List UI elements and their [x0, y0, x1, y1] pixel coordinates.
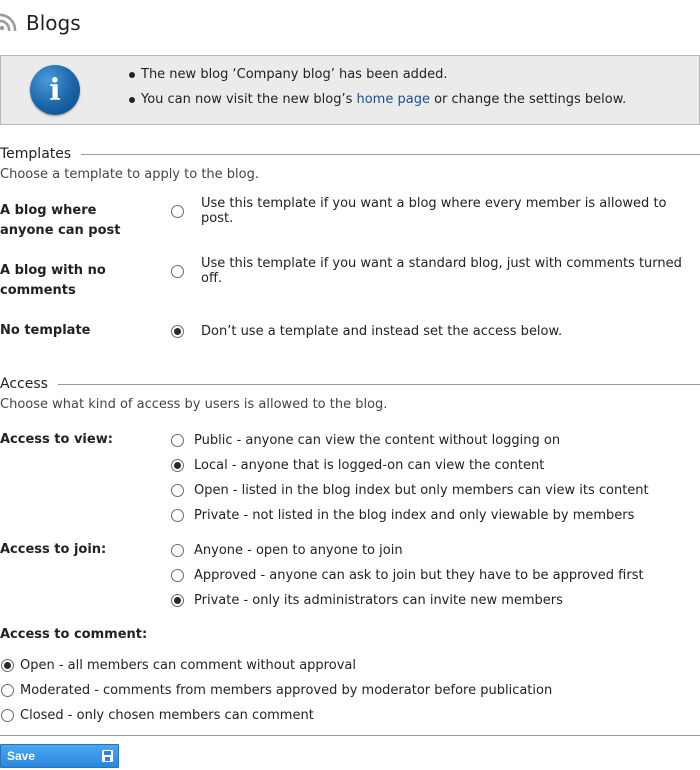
template-radio[interactable] [171, 205, 184, 218]
page-header [0, 8, 81, 38]
notification-box [0, 55, 700, 125]
template-radio[interactable] [171, 325, 184, 338]
floppy-disk-icon [102, 750, 113, 762]
access-join-label: Access to join: [0, 542, 107, 557]
view-radio[interactable] [171, 484, 184, 497]
comment-option-closed[interactable] [1, 705, 314, 725]
view-radio[interactable] [171, 509, 184, 522]
message-text: The new blog ‘Company blog’ has been added. [141, 67, 448, 82]
templates-description: Choose a template to apply to the blog. [0, 167, 259, 182]
template-option-no-template[interactable] [171, 321, 562, 341]
option-text: Open - listed in the blog index but only members can view its content [194, 482, 649, 498]
option-text: Use this template if you want a standard blog, just with comments turned off. [201, 256, 682, 286]
option-text: Don’t use a template and instead set the access below. [201, 323, 563, 339]
message-item [129, 91, 626, 116]
message-item [129, 66, 626, 91]
join-radio[interactable] [171, 569, 184, 582]
option-text: Local - anyone that is logged-on can view the content [194, 457, 545, 473]
join-option-anyone[interactable] [171, 540, 403, 560]
home-page-link[interactable]: home page [356, 92, 430, 107]
option-text: Use this template if you want a blog where every member is allowed to post. [201, 196, 667, 226]
templates-legend-text: Templates [0, 146, 72, 162]
comment-option-moderated[interactable] [1, 680, 552, 700]
divider [0, 735, 700, 736]
template-label-anyone-can-post: A blog where anyone can post [0, 203, 121, 238]
view-option-local[interactable] [171, 455, 544, 475]
template-label-no-comments: A blog with no comments [0, 263, 106, 298]
comment-radio[interactable] [1, 709, 14, 722]
access-view-label: Access to view: [0, 432, 113, 447]
info-icon: i [30, 65, 80, 115]
option-text: Moderated - comments from members approved by moderator before publication [20, 682, 553, 698]
option-text: Public - anyone can view the content without logging on [194, 432, 561, 448]
option-text: Anyone - open to anyone to join [194, 542, 403, 558]
access-comment-label: Access to comment: [0, 627, 148, 642]
save-button[interactable] [0, 744, 119, 768]
option-text: Approved - anyone can ask to join but they have to be approved first [194, 567, 644, 583]
comment-radio[interactable] [1, 684, 14, 697]
join-option-approved[interactable] [171, 565, 644, 585]
view-option-public[interactable] [171, 430, 560, 450]
template-option-no-comments[interactable] [171, 256, 700, 286]
message-text: or change the settings below. [429, 92, 627, 107]
rss-icon [0, 12, 18, 34]
view-option-open[interactable] [171, 480, 649, 500]
comment-radio[interactable] [1, 659, 14, 672]
message-list [129, 66, 626, 116]
join-radio[interactable] [171, 544, 184, 557]
join-option-private[interactable] [171, 590, 563, 610]
template-radio[interactable] [171, 265, 184, 278]
view-radio[interactable] [171, 459, 184, 472]
view-radio[interactable] [171, 434, 184, 447]
join-radio[interactable] [171, 594, 184, 607]
access-description: Choose what kind of access by users is allowed to the blog. [0, 397, 388, 412]
option-text: Private - only its administrators can invite new members [194, 592, 563, 608]
option-text: Open - all members can comment without approval [20, 657, 356, 673]
template-option-anyone-can-post[interactable] [171, 196, 700, 226]
comment-option-open[interactable] [1, 655, 356, 675]
option-text: Closed - only chosen members can comment [20, 707, 314, 723]
access-legend [0, 375, 700, 393]
template-label-no-template: No template [0, 323, 91, 338]
option-text: Private - not listed in the blog index and only viewable by members [194, 507, 635, 523]
page-title: Blogs [26, 11, 81, 35]
view-option-private[interactable] [171, 505, 634, 525]
divider [81, 154, 700, 155]
save-button-label: Save [7, 749, 36, 763]
templates-legend [0, 145, 700, 163]
divider [58, 384, 700, 385]
message-text: You can now visit the new blog’s [141, 92, 357, 107]
access-legend-text: Access [0, 376, 48, 392]
